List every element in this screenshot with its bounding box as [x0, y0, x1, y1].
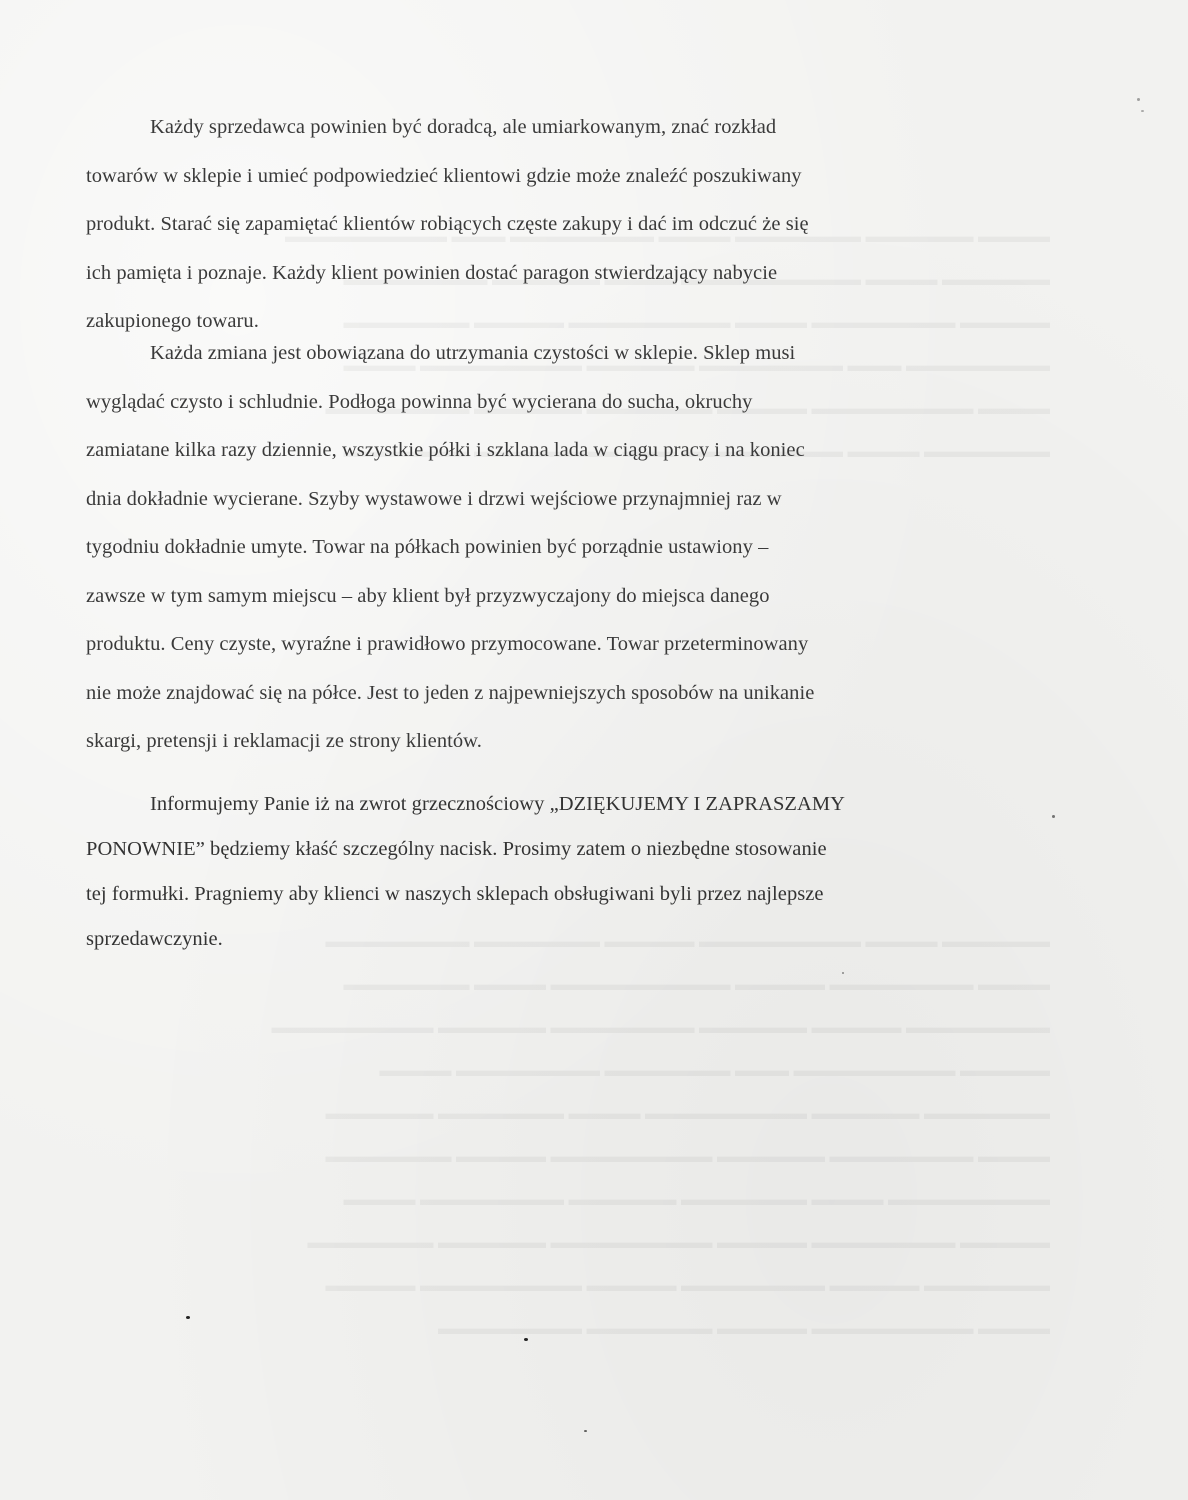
scan-speck [186, 1316, 190, 1319]
scan-speck [842, 972, 844, 974]
text-line: produkt. Starać się zapamiętać klientów robiących częste zakupy i dać im odczuć że się [86, 213, 809, 235]
text-line: zawsze w tym samym miejscu – aby klient był przyzwyczajony do miejsca danego [86, 584, 770, 607]
scan-speck [584, 1430, 587, 1432]
scan-speck [1052, 815, 1055, 818]
text-line: zamiatane kilka razy dziennie, wszystkie półki i szklana lada w ciągu pracy i na koniec [86, 439, 805, 461]
text-line: PONOWNIE” będziemy kłaść szczególny nacisk. Prosimy zatem o niezbędne stosowanie [86, 838, 827, 860]
text-line: towarów w sklepie i umieć podpowiedzieć klientowi gdzie może znaleźć poszukiwany [86, 164, 802, 187]
text-line: tygodniu dokładnie umyte. Towar na półkach powinien być porządnie ustawiony – [86, 536, 769, 558]
text-line: sprzedawczynie. [86, 928, 223, 950]
text-line: wyglądać czysto i schludnie. Podłoga powinna być wycierana do sucha, okruchy [86, 390, 753, 413]
paragraph-courtesy-phrase [86, 782, 1036, 962]
bleed-through-texture-lower [150, 920, 1050, 1350]
text-line: nie może znajdować się na półce. Jest to jeden z najpewniejszych sposobów na unikanie [86, 681, 815, 704]
text-line: Każda zmiana jest obowiązana do utrzymania czystości w sklepie. Sklep musi [150, 342, 796, 364]
scan-speck [1137, 98, 1140, 101]
text-line: dnia dokładnie wycierane. Szyby wystawowe i drzwi wejściowe przynajmniej raz w [86, 487, 782, 510]
paragraph-seller-duties [86, 103, 1036, 346]
text-line: ich pamięta i poznaje. Każdy klient powinien dostać paragon stwierdzający nabycie [86, 261, 778, 284]
text-line: zakupionego towaru. [86, 310, 259, 332]
text-line: tej formułki. Pragniemy aby klienci w naszych sklepach obsługiwani byli przez najlepsze [86, 883, 824, 905]
text-line: Informujemy Panie iż na zwrot grzecznościowy „DZIĘKUJEMY I ZAPRASZAMY [150, 793, 845, 815]
scan-speck [524, 1338, 528, 1341]
text-line: produktu. Ceny czyste, wyraźne i prawidłowo przymocowane. Towar przeterminowany [86, 633, 809, 655]
scan-speck [1141, 110, 1144, 112]
paragraph-store-cleanliness [86, 329, 1036, 766]
text-line: Każdy sprzedawca powinien być doradcą, ale umiarkowanym, znać rozkład [150, 116, 777, 138]
text-line: skargi, pretensji i reklamacji ze strony klientów. [86, 730, 482, 752]
